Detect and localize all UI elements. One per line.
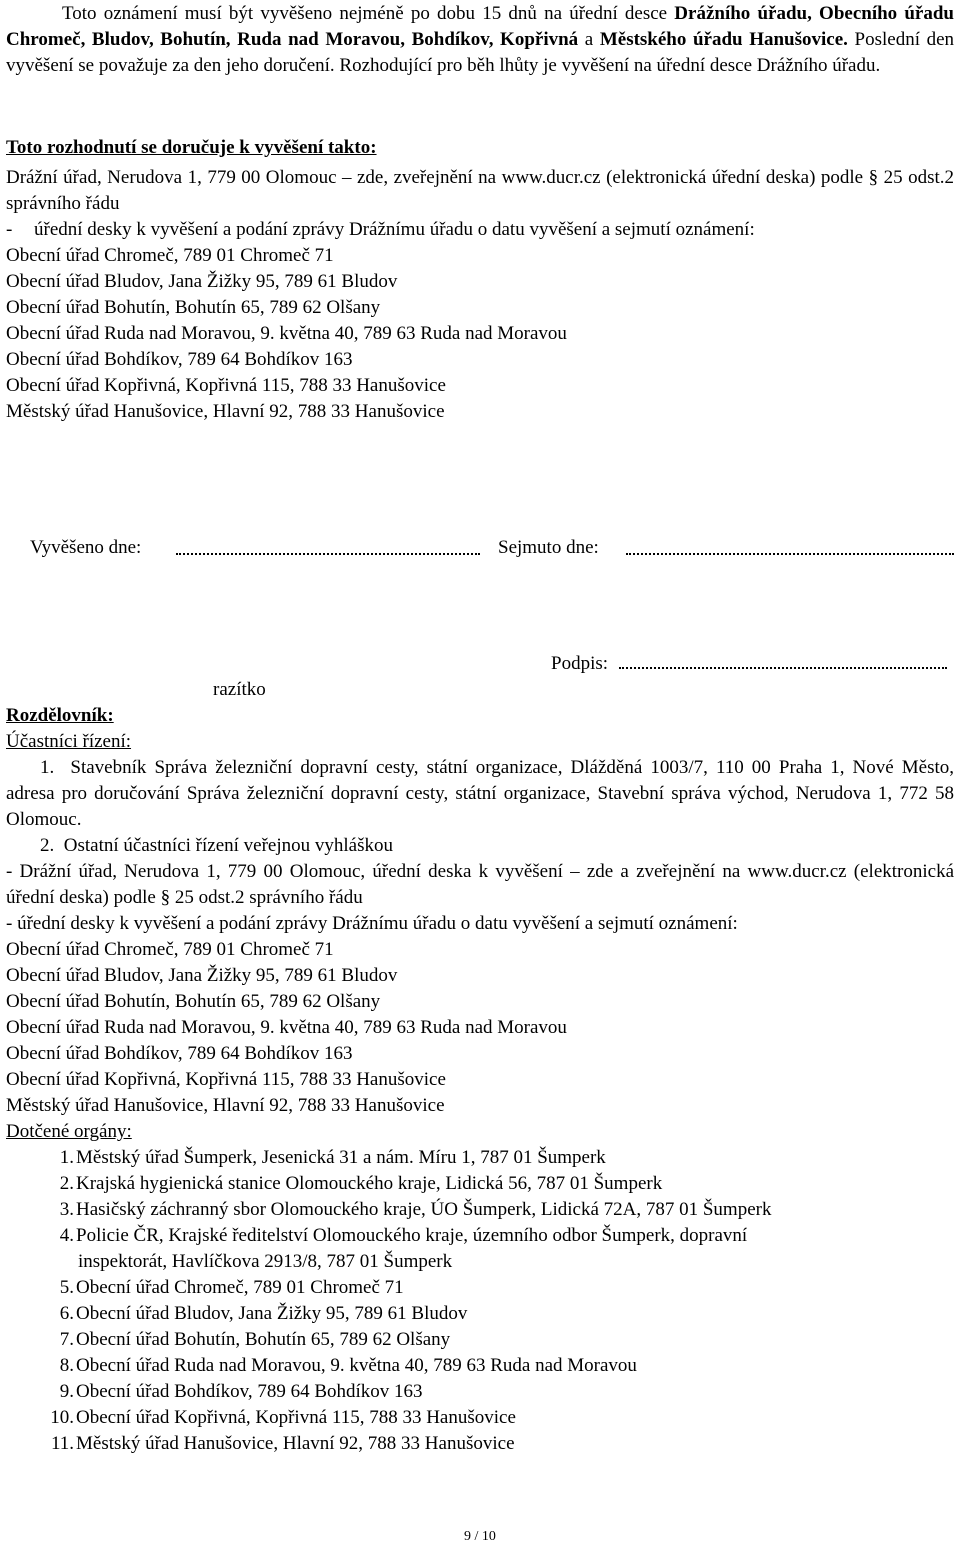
document-page: [6, 0, 955, 1454]
item-number: 10.: [50, 1407, 74, 1428]
item-text: Obecní úřad Chromeč, 789 01 Chromeč 71: [76, 1277, 404, 1298]
intro-text-1: Toto oznámení musí být vyvěšeno nejméně po dobu 15 dnů na úřední desce: [62, 3, 675, 24]
signature-field: [619, 649, 947, 669]
authority-item: [6, 1431, 954, 1457]
dash: -: [6, 219, 13, 240]
participant-office-list: [6, 937, 954, 1119]
authority-item: [6, 1197, 954, 1223]
delivery-line-desks: [6, 217, 954, 243]
authority-item: [6, 1145, 954, 1171]
item-text: Hasičský záchranný sbor Olomouckého kraje, ÚO Šumperk, Lidická 72A, 787 01 Šumperk: [76, 1199, 772, 1220]
intro-paragraph: [6, 0, 954, 79]
page-number: 9 / 10: [464, 1529, 496, 1544]
authority-item-continuation: inspektorát, Havlíčkova 2913/8, 787 01 Šumperk: [78, 1251, 453, 1272]
office-item: Obecní úřad Chromeč, 789 01 Chromeč 71: [6, 939, 334, 960]
office-item: Městský úřad Hanušovice, Hlavní 92, 788 33 Hanušovice: [6, 401, 445, 422]
posted-date-field: [176, 535, 480, 555]
delivery-line-drazni-urad: Drážní úřad, Nerudova 1, 779 00 Olomouc – zde, zveřejnění na www.ducr.cz (elektronická úřední deska) podle § 25 odst.2 správního řádu: [6, 167, 954, 214]
posting-dates-row: [6, 535, 954, 563]
posted-date-label: Vyvěšeno dne:: [30, 537, 142, 558]
authority-item: [6, 1275, 954, 1301]
intro-text-3: Poslední den vyvěšení se považuje za den jeho doručení. Rozhodující pro běh lhůty je vyvěšení na úřední desce Drážního úřadu.: [6, 29, 955, 76]
authority-item: [6, 1327, 954, 1353]
office-item: Obecní úřad Bludov, Jana Žižky 95, 789 61 Bludov: [6, 965, 398, 986]
office-item: Obecní úřad Bohdíkov, 789 64 Bohdíkov 163: [6, 1043, 353, 1064]
item-text: Městský úřad Šumperk, Jesenická 31 a nám. Míru 1, 787 01 Šumperk: [76, 1147, 606, 1168]
office-item: Obecní úřad Kopřivná, Kopřivná 115, 788 33 Hanušovice: [6, 1069, 446, 1090]
item-number: 1.: [59, 1147, 74, 1168]
office-item: Obecní úřad Chromeč, 789 01 Chromeč 71: [6, 245, 334, 266]
participant-item-2: [6, 833, 954, 859]
participant-text-2: Ostatní účastníci řízení veřejnou vyhláškou: [63, 835, 393, 856]
participant-item-1: [6, 755, 954, 833]
office-item: Obecní úřad Kopřivná, Kopřivná 115, 788 33 Hanušovice: [6, 375, 446, 396]
removed-date-field: [626, 535, 954, 555]
office-item: Obecní úřad Bohutín, Bohutín 65, 789 62 Olšany: [6, 991, 381, 1012]
office-item: Obecní úřad Bohdíkov, 789 64 Bohdíkov 163: [6, 349, 353, 370]
authority-item: [6, 1223, 954, 1249]
intro-bold-offices: Drážního úřadu, Obecního úřadu Chromeč, Bludov, Bohutín, Ruda nad Moravou, Bohdíkov, Kopřivná: [6, 3, 954, 50]
authorities-list: [6, 1145, 954, 1457]
delivery-section: [6, 165, 954, 425]
office-item: Obecní úřad Bohutín, Bohutín 65, 789 62 Olšany: [6, 297, 381, 318]
participant-2-drazni-urad: - Drážní úřad, Nerudova 1, 779 00 Olomouc, úřední deska k vyvěšení – zde a zveřejnění na www.ducr.cz (elektronická úřední deska) podle § 25 odst.2 správního řádu: [6, 861, 954, 908]
delivery-heading: Toto rozhodnutí se doručuje k vyvěšení takto:: [6, 137, 377, 158]
authority-item: [6, 1353, 954, 1379]
participant-text-1: Stavebník Správa železniční dopravní cesty, státní organizace, Dlážděná 1003/7, 110 00 Praha 1, Nové Město, adresa pro doručování Správa železniční dopravní cesty, státní organizace, Stavební správa východ, Nerudova 1, 772 58 Olomouc.: [6, 757, 954, 830]
intro-text-2: a: [578, 29, 600, 50]
item-text: Obecní úřad Bohutín, Bohutín 65, 789 62 Olšany: [76, 1329, 451, 1350]
item-number: 4.: [59, 1225, 74, 1246]
participants-title: Účastníci řízení:: [6, 731, 132, 752]
item-text: Obecní úřad Bludov, Jana Žižky 95, 789 61 Bludov: [76, 1303, 468, 1324]
distribution-section: [6, 703, 954, 1457]
distribution-title: Rozdělovník:: [6, 705, 114, 726]
office-item: Městský úřad Hanušovice, Hlavní 92, 788 33 Hanušovice: [6, 1095, 445, 1116]
authorities-title: Dotčené orgány:: [6, 1121, 132, 1142]
item-number: 9.: [59, 1381, 74, 1402]
item-text: Policie ČR, Krajské ředitelství Olomouckého kraje, územního odbor Šumperk, dopravní: [76, 1225, 748, 1246]
item-text: Městský úřad Hanušovice, Hlavní 92, 788 33 Hanušovice: [76, 1433, 515, 1454]
item-number: 3.: [59, 1199, 74, 1220]
item-text: Obecní úřad Bohdíkov, 789 64 Bohdíkov 163: [76, 1381, 423, 1402]
item-number: 6.: [59, 1303, 74, 1324]
intro-bold-hanusovice: Městského úřadu Hanušovice.: [599, 29, 848, 50]
authority-item: [6, 1171, 954, 1197]
stamp-label: razítko: [213, 679, 266, 700]
delivery-desks-text: úřední desky k vyvěšení a podání zprávy Drážnímu úřadu o datu vyvěšení a sejmutí oznámení:: [34, 219, 755, 240]
participant-num-2: 2.: [40, 835, 55, 856]
participant-num-1: 1.: [40, 757, 55, 778]
authority-item: [6, 1405, 954, 1431]
item-text: Krajská hygienická stanice Olomouckého kraje, Lidická 56, 787 01 Šumperk: [76, 1173, 663, 1194]
item-number: 11.: [50, 1433, 74, 1454]
item-number: 2.: [59, 1173, 74, 1194]
participant-2-desks: - úřední desky k vyvěšení a podání zprávy Drážnímu úřadu o datu vyvěšení a sejmutí oznámení:: [6, 913, 738, 934]
removed-date-label: Sejmuto dne:: [498, 537, 599, 558]
item-text: Obecní úřad Kopřivná, Kopřivná 115, 788 33 Hanušovice: [76, 1407, 516, 1428]
signature-label: Podpis:: [551, 653, 609, 674]
office-list: [6, 243, 954, 425]
authority-item: [6, 1379, 954, 1405]
item-number: 5.: [59, 1277, 74, 1298]
item-number: 8.: [59, 1355, 74, 1376]
office-item: Obecní úřad Ruda nad Moravou, 9. května 40, 789 63 Ruda nad Moravou: [6, 323, 567, 344]
signature-row: [551, 649, 947, 677]
item-text: Obecní úřad Ruda nad Moravou, 9. května 40, 789 63 Ruda nad Moravou: [76, 1355, 637, 1376]
item-number: 7.: [59, 1329, 74, 1350]
office-item: Obecní úřad Bludov, Jana Žižky 95, 789 61 Bludov: [6, 271, 398, 292]
authority-item: [6, 1301, 954, 1327]
office-item: Obecní úřad Ruda nad Moravou, 9. května 40, 789 63 Ruda nad Moravou: [6, 1017, 567, 1038]
